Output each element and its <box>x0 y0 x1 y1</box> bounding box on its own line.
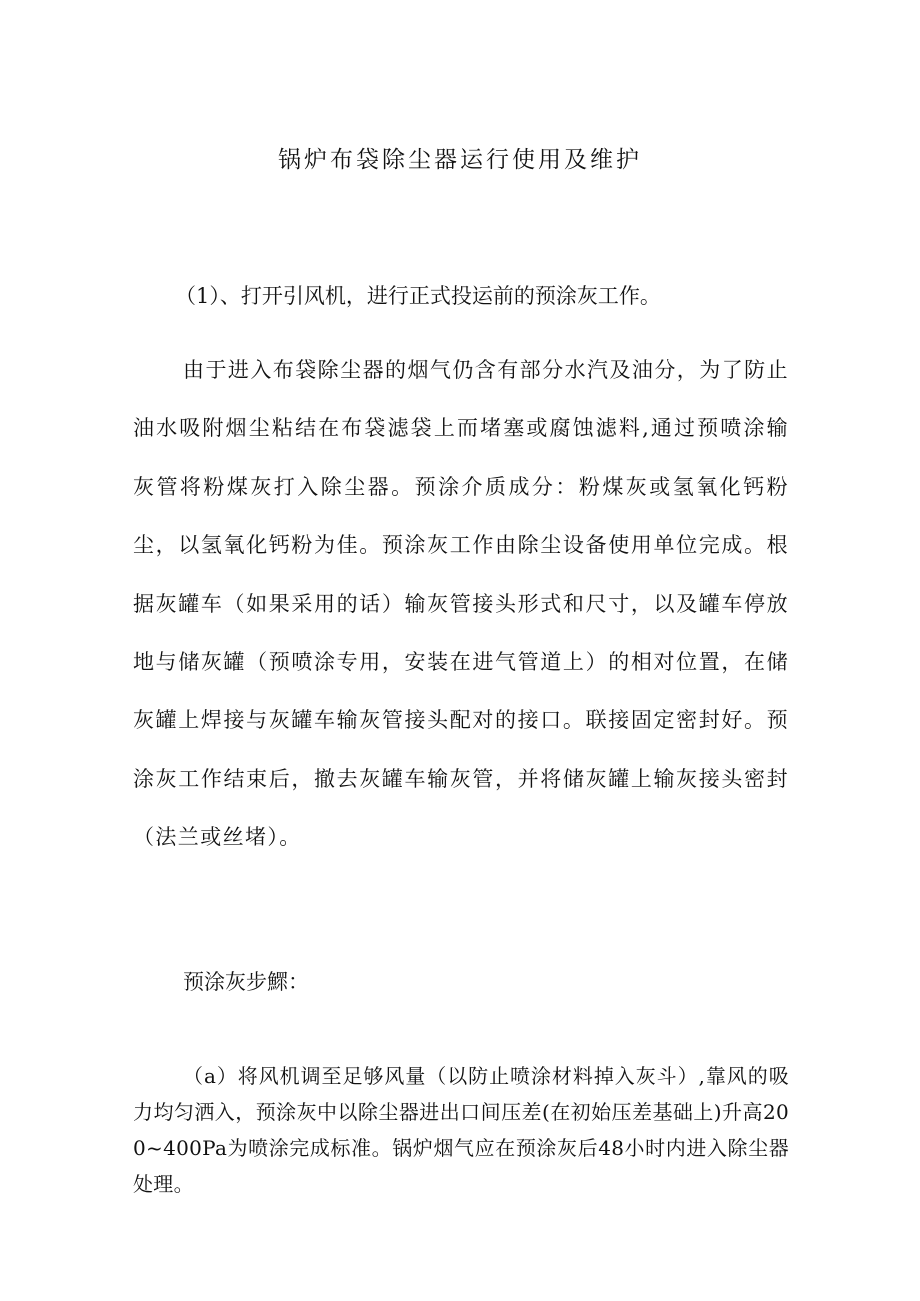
paragraph-pre-coating-steps-heading: 预涂灰步鰥： <box>183 970 309 994</box>
paragraph-pre-coating-description: 由于进入布袋除尘器的烟气仍含有部分水汽及油分，为了防止油水吸附烟尘粘结在布袋滤袋上而堵塞或腐蚀滤料,通过预喷涂输灰管将粉煤灰打入除尘器。预涂介质成分：粉煤灰或氢氧化钙粉尘，以氢氧化钙粉为佳。预涂灰工作由除尘设备使用单位完成。根据灰罐车（如果采用的话）输灰管接头形式和尺寸，以及罐车停放地与储灰罐（预喷涂专用，安装在进气管道上）的相对位置，在储灰罐上焊接与灰罐车输灰管接头配对的接口。联接固定密封好。预涂灰工作结束后，撤去灰罐车输灰管，并将储灰罐上输灰接头密封（法兰或丝堵）。 <box>133 358 789 850</box>
paragraph-step-1: （1）、打开引风机，进行正式投运前的预涂灰工作。 <box>175 284 661 308</box>
document-title: 锅炉布袋除尘器运行使用及维护 <box>278 147 642 173</box>
paragraph-step-a: （a）将风机调至足够风量（以防止喷涂材料掉入灰斗）,靠风的吸力均匀洒入，预涂灰中以除尘器进出口间压差(在初始压差基础上)升高200~400Pa为喷涂完成标准。锅炉烟气应在预涂灰后48小时内进入除尘器处理。 <box>133 1064 789 1196</box>
